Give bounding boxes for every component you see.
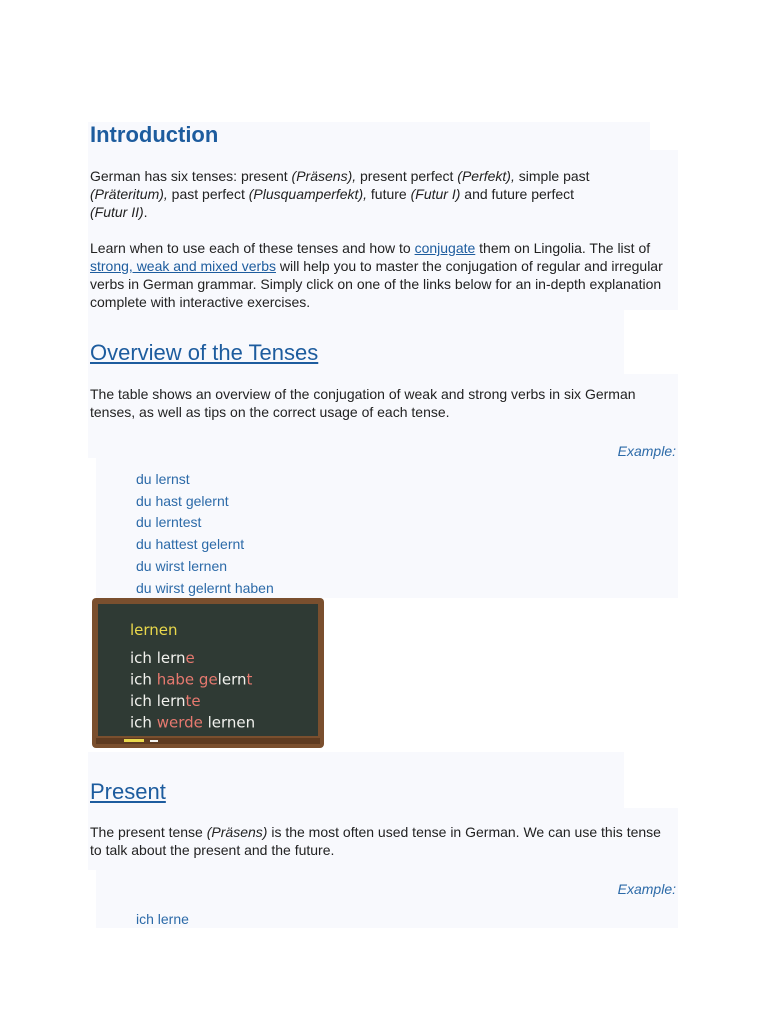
chalk-piece <box>150 740 158 742</box>
conjugate-link[interactable]: conjugate <box>414 240 476 256</box>
chalkboard-image <box>92 598 324 748</box>
overview-paragraph: The table shows an overview of the conjugation of weak and strong verbs in six German tenses, as well as tips on the correct usage of each tense. <box>90 386 636 420</box>
chalkboard-line-segment: ich lern <box>130 649 186 667</box>
chalkboard-line-segment: habe ge <box>156 670 218 689</box>
chalkboard-line-segment: werde <box>156 713 203 732</box>
example-item: du hast gelernt <box>136 492 229 509</box>
paragraph-text: . <box>143 204 148 220</box>
paragraph-text: them on Lingolia. The list of <box>475 240 651 256</box>
paragraph-text: and future perfect <box>460 186 575 202</box>
paragraph-text: German has six tenses: present <box>90 168 292 184</box>
introduction-heading: Introduction <box>90 122 219 147</box>
verbs-list-link[interactable]: strong, weak and mixed verbs <box>90 258 276 274</box>
chalkboard-line-segment: e <box>185 649 195 667</box>
chalkboard-line-segment: t <box>246 670 253 689</box>
introduction-paragraph <box>90 167 610 221</box>
present-example-list <box>136 909 189 931</box>
paragraph-text: present perfect <box>356 168 458 184</box>
chalkboard-line-segment: ich <box>130 713 157 732</box>
chalkboard-line-segment: lernen <box>202 713 256 732</box>
chalkboard-heading: lernen <box>130 621 178 639</box>
paragraph-italic: (Plusquamperfekt), <box>248 186 368 202</box>
paragraph-text: is the most often used tense in German. We can use this tense to talk about the present and the future. <box>90 824 661 858</box>
example-item: du lerntest <box>136 514 202 531</box>
example-item: du lernst <box>136 471 190 487</box>
chalk-piece <box>124 739 144 742</box>
example-item: du wirst lernen <box>136 557 228 574</box>
overview-heading[interactable] <box>90 340 318 366</box>
chalkboard-line <box>130 671 252 689</box>
example-item: du hattest gelernt <box>136 536 245 553</box>
chalkboard-line-segment: lern <box>217 670 247 689</box>
present-heading[interactable] <box>90 779 166 805</box>
paragraph-text: past perfect <box>167 186 249 202</box>
paragraph-text: future <box>367 186 411 202</box>
paragraph-italic: (Futur II) <box>90 204 144 220</box>
introduction-links-paragraph <box>90 239 676 311</box>
example-item: du wirst gelernt haben <box>136 579 274 596</box>
chalkboard-line-segment: te <box>185 692 201 710</box>
chalkboard-line <box>130 714 255 732</box>
overview-heading-text[interactable]: Overview of the Tenses <box>90 340 319 365</box>
paragraph-italic: (Präsens) <box>206 824 268 840</box>
paragraph-text: will help you to master the conjugation of regular and irregular verbs in German grammar. Simply click on one of the links below for an in-depth explanation complete with interactive exercises. <box>90 258 663 310</box>
example-item: ich lerne <box>136 911 189 927</box>
paragraph-text: simple past <box>514 168 590 184</box>
paragraph-italic: (Präteritum), <box>90 186 168 202</box>
present-paragraph <box>90 823 676 859</box>
paragraph-text: Learn when to use each of these tenses and how to <box>90 240 415 256</box>
paragraph-text: The present tense <box>90 824 207 840</box>
paragraph-italic: (Perfekt), <box>457 168 515 184</box>
background-block <box>88 752 624 808</box>
paragraph-italic: (Präsens), <box>291 168 357 184</box>
chalkboard-line-segment: ich <box>130 670 157 689</box>
chalkboard-line <box>130 649 195 667</box>
chalkboard-line <box>130 692 201 710</box>
paragraph-italic: (Futur I) <box>410 186 461 202</box>
example-label: Example: <box>617 881 676 897</box>
example-label: Example: <box>617 443 676 459</box>
overview-example-list <box>136 469 274 599</box>
present-heading-text[interactable]: Present <box>90 779 166 804</box>
chalkboard-line-segment: ich lern <box>130 692 186 710</box>
